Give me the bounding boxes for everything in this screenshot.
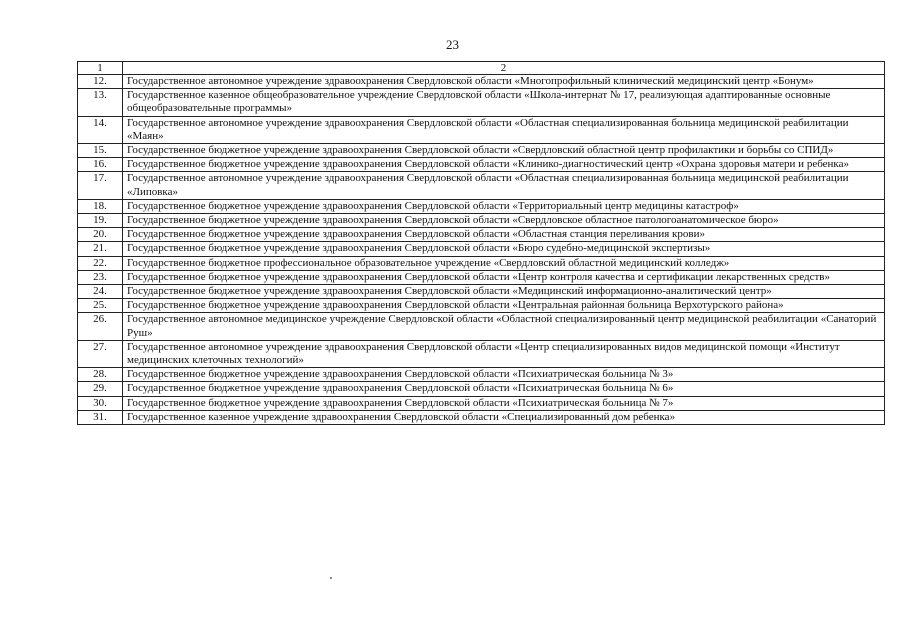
row-number: 27. (78, 340, 123, 367)
row-number: 31. (78, 410, 123, 424)
row-number: 12. (78, 75, 123, 89)
row-number: 21. (78, 242, 123, 256)
row-number: 30. (78, 396, 123, 410)
table-row (78, 228, 885, 242)
table-row (78, 89, 885, 116)
row-text: Государственное бюджетное учреждение здравоохранения Свердловской области «Клинико-диагностический центр «Охрана здоровья матери и ребенка» (123, 158, 885, 172)
table-row (78, 172, 885, 199)
row-number: 26. (78, 313, 123, 340)
row-number: 13. (78, 89, 123, 116)
table-row (78, 340, 885, 367)
row-text: Государственное автономное учреждение здравоохранения Свердловской области «Центр специализированных видов медицинской помощи «Институт медицинских клеточных технологий» (123, 340, 885, 367)
table-row (78, 199, 885, 213)
row-number: 23. (78, 270, 123, 284)
table-row (78, 75, 885, 89)
row-text: Государственное бюджетное учреждение здравоохранения Свердловской области «Территориальный центр медицины катастроф» (123, 199, 885, 213)
institutions-table (77, 61, 885, 425)
row-number: 28. (78, 368, 123, 382)
row-text: Государственное бюджетное учреждение здравоохранения Свердловской области «Областная станция переливания крови» (123, 228, 885, 242)
row-number: 14. (78, 116, 123, 143)
table-row (78, 158, 885, 172)
row-text: Государственное казенное учреждение здравоохранения Свердловской области «Специализированный дом ребенка» (123, 410, 885, 424)
row-number: 29. (78, 382, 123, 396)
table-row (78, 285, 885, 299)
table-row (78, 214, 885, 228)
row-number: 22. (78, 256, 123, 270)
table-row (78, 368, 885, 382)
column-header-number: 1 (78, 62, 123, 75)
row-text: Государственное автономное учреждение здравоохранения Свердловской области «Многопрофильный клинический медицинский центр «Бонум» (123, 75, 885, 89)
row-number: 20. (78, 228, 123, 242)
row-text: Государственное бюджетное учреждение здравоохранения Свердловской области «Бюро судебно-медицинской экспертизы» (123, 242, 885, 256)
row-text: Государственное автономное учреждение здравоохранения Свердловской области «Областная специализированная больница медицинской реабилитации «Липовка» (123, 172, 885, 199)
row-number: 15. (78, 144, 123, 158)
table-row (78, 256, 885, 270)
row-number: 25. (78, 299, 123, 313)
table-row (78, 299, 885, 313)
table-row (78, 313, 885, 340)
row-text: Государственное бюджетное учреждение здравоохранения Свердловской области «Психиатрическая больница № 3» (123, 368, 885, 382)
row-number: 16. (78, 158, 123, 172)
table-row (78, 396, 885, 410)
scan-speck (330, 577, 332, 579)
row-text: Государственное автономное учреждение здравоохранения Свердловской области «Областная специализированная больница медицинской реабилитации «Маян» (123, 116, 885, 143)
row-text: Государственное бюджетное учреждение здравоохранения Свердловской области «Психиатрическая больница № 6» (123, 382, 885, 396)
row-text: Государственное бюджетное профессиональное образовательное учреждение «Свердловский областной медицинский колледж» (123, 256, 885, 270)
row-text: Государственное автономное медицинское учреждение Свердловской области «Областной специализированный центр медицинской реабилитации «Санаторий Руш» (123, 313, 885, 340)
row-text: Государственное бюджетное учреждение здравоохранения Свердловской области «Центральная районная больница Верхотурского района» (123, 299, 885, 313)
table-row (78, 242, 885, 256)
row-number: 19. (78, 214, 123, 228)
row-number: 24. (78, 285, 123, 299)
page-number: 23 (446, 37, 459, 52)
table-row (78, 410, 885, 424)
column-header-name: 2 (123, 62, 885, 75)
row-number: 18. (78, 199, 123, 213)
row-text: Государственное бюджетное учреждение здравоохранения Свердловской области «Центр контроля качества и сертификации лекарственных средств» (123, 270, 885, 284)
row-text: Государственное бюджетное учреждение здравоохранения Свердловской области «Психиатрическая больница № 7» (123, 396, 885, 410)
table-row (78, 144, 885, 158)
table-header-row (78, 62, 885, 75)
row-text: Государственное бюджетное учреждение здравоохранения Свердловской области «Медицинский информационно-аналитический центр» (123, 285, 885, 299)
row-text: Государственное бюджетное учреждение здравоохранения Свердловской области «Свердловский областной центр профилактики и борьбы со СПИД» (123, 144, 885, 158)
table-row (78, 270, 885, 284)
row-number: 17. (78, 172, 123, 199)
table-row (78, 382, 885, 396)
row-text: Государственное бюджетное учреждение здравоохранения Свердловской области «Свердловское областное патологоанатомическое бюро» (123, 214, 885, 228)
table-row (78, 116, 885, 143)
row-text: Государственное казенное общеобразовательное учреждение Свердловской области «Школа-интернат № 17, реализующая адаптированные основные общеобразовательные программы» (123, 89, 885, 116)
